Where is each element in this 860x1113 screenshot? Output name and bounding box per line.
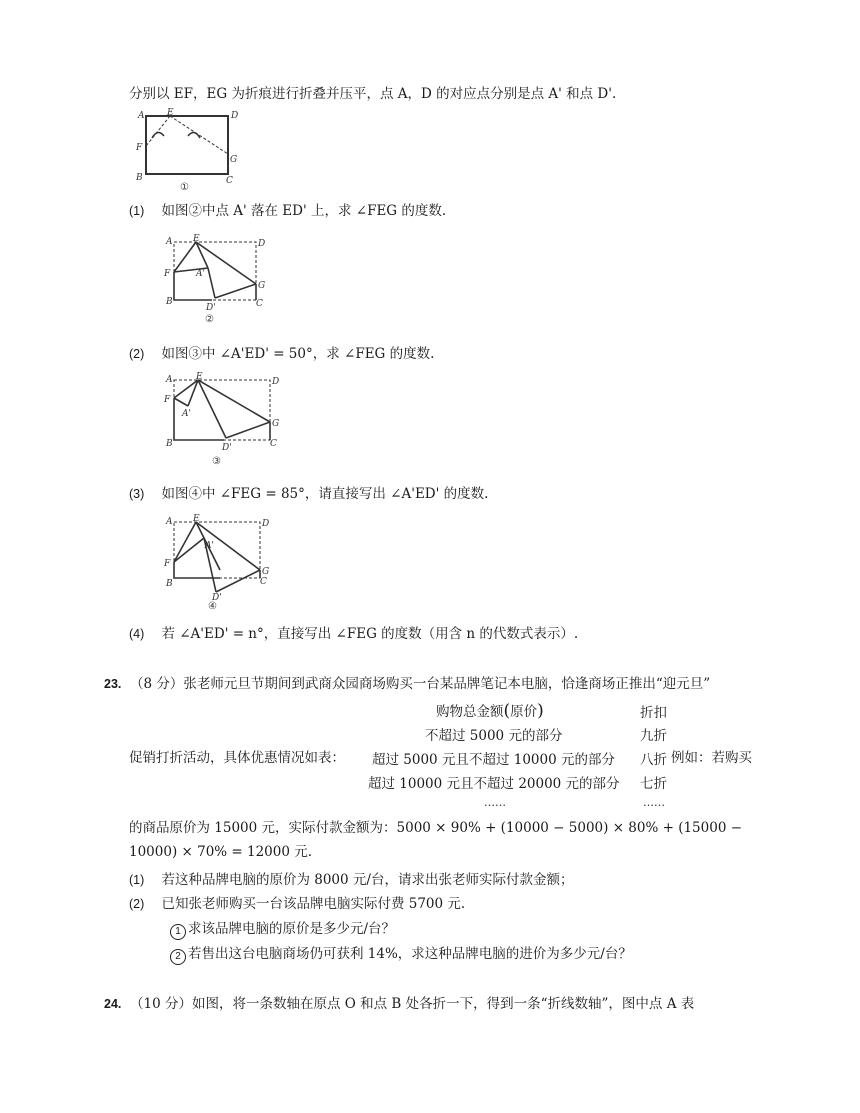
fig4-label: C [260,577,267,587]
fig4-label: G [262,567,270,577]
fig3-label: A' [182,409,191,419]
fig1-label: C [226,176,233,186]
fig3-label: A [166,375,173,385]
table-row-discount: 八折 [640,752,667,768]
q22-part3 [129,484,488,504]
fig4-label: D [262,519,270,529]
figure-1 [130,108,250,193]
table-row-discount: 七折 [640,776,667,792]
question-text: （8 分）张老师元旦节期间到武商众园商场购买一台某品牌笔记本电脑，恰逢商场正推出“迎元旦” [129,676,711,692]
fig3-caption: ③ [212,456,221,467]
fig2-label: A [166,237,173,247]
fig2-label: C [256,299,263,309]
fig2-label: E [193,234,200,244]
question-text: （10 分）如图，将一条数轴在原点 O 和点 B 处各折一下，得到一条“折线数轴”，图中点 A 表 [129,996,695,1012]
fig1-label: D [231,111,239,121]
fig3-label: B [166,439,173,449]
fig1-label: B [136,173,143,183]
part-text: 若这种品牌电脑的原价为 8000 元/台，请求出张老师实际付款金额； [161,872,574,888]
table-row-range: 不超过 5000 元的部分 [425,728,563,744]
fig3-label: G [272,419,280,429]
fig2-label: G [258,281,266,291]
fig1-label: A [138,111,145,121]
q23-line1 [104,674,710,694]
part-number: (1) [129,204,145,218]
fig4-label: B [166,579,173,589]
circled-number: 2 [170,949,186,965]
circled-number: 1 [170,924,186,940]
figure-2 [160,232,270,327]
fig2-label: D' [206,303,216,313]
q23-line4: 10000) × 70% = 12000 元. [129,844,313,860]
part-text: 若 ∠A'ED' = n°，直接写出 ∠FEG 的度数（用含 n 的代数式表示）. [161,626,579,642]
fig3-label: F [164,395,171,405]
part-text: 已知张老师购买一台该品牌电脑实际付费 5700 元. [161,896,466,912]
fig3-label: D [272,377,280,387]
q22-part4 [129,624,578,644]
fig4-label: E [193,514,200,524]
fig1-caption: ① [180,182,189,193]
table-header-left: 购物总金额(原价) [436,701,544,721]
q23-example: 例如：若购买 [671,750,752,766]
subpart-text: 若售出这台电脑商场仍可获利 14%，求这种品牌电脑的进价为多少元/台？ [188,946,632,962]
fig4-label: F [164,559,171,569]
question-number: 23. [104,677,122,691]
table-row-discount: 九折 [640,728,667,744]
q23-part1 [129,870,573,890]
part-text: 如图④中 ∠FEG = 85°，请直接写出 ∠A'ED' 的度数. [161,486,489,502]
table-header-right: 折扣 [640,705,667,721]
fig1-label: F [136,143,143,153]
q22-part1 [129,201,446,221]
q22-part2 [129,344,434,364]
table-row-range: 超过 5000 元且不超过 10000 元的部分 [372,752,615,768]
part-number: (2) [129,897,145,911]
fig2-label: B [166,297,173,307]
q24-line1 [104,994,694,1014]
q23-line3: 的商品原价为 15000 元，实际付款金额为：5000 × 90% + (10000 − 5000) × 80% + (15000 − [129,820,743,836]
part-text: 如图③中 ∠A'ED' = 50°，求 ∠FEG 的度数. [161,346,435,362]
fig1-label: G [230,155,238,165]
q23-lead: 促销打折活动，具体优惠情况如表： [129,750,345,766]
part-text: 如图②中点 A' 落在 ED' 上，求 ∠FEG 的度数. [161,203,447,219]
fig2-caption: ② [205,314,214,325]
table-row-range: 超过 10000 元且不超过 20000 元的部分 [368,776,620,792]
figure-4 [160,512,280,612]
fig1-label: E [167,108,174,118]
fig4-label: A [166,517,173,527]
header-paren-text: 原价 [510,704,538,720]
header-text: 购物总金额 [436,704,504,720]
q23-part2 [129,894,465,914]
fig2-label: F [164,269,171,279]
q23-subpart1 [170,919,395,940]
fig4-label: A' [205,541,214,551]
fig3-label: D' [222,443,232,453]
subpart-text: 求该品牌电脑的原价是多少元/台？ [188,921,396,937]
table-row-discount: …… [643,796,665,809]
fig3-label: C [270,439,277,449]
fig2-label: A' [196,269,205,279]
part-number: (4) [129,627,145,641]
part-number: (2) [129,347,145,361]
table-row-range: …… [484,796,506,809]
part-number: (3) [129,487,145,501]
fig4-caption: ④ [208,601,217,612]
question-number: 24. [104,997,122,1011]
fig4-label: D' [212,593,222,603]
fig3-label: E [196,372,203,382]
intro-text: 分别以 EF，EG 为折痕进行折叠并压平，点 A，D 的对应点分别是点 A' 和点 D'. [129,86,617,102]
figure-3 [160,370,285,470]
fig2-label: D [258,239,266,249]
q23-subpart2 [170,944,632,965]
part-number: (1) [129,873,145,887]
